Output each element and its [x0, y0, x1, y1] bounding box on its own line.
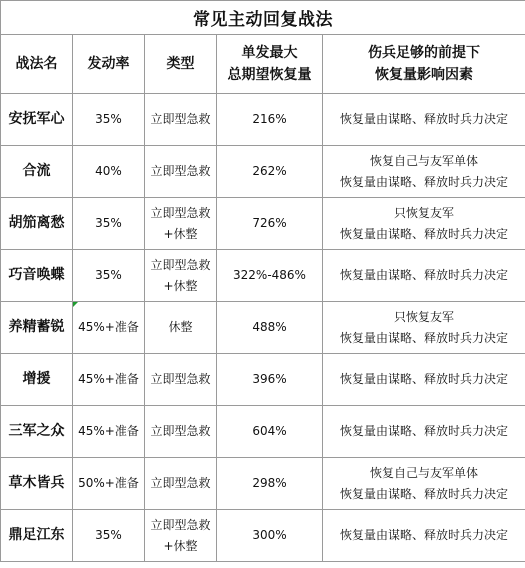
cell-type[interactable] — [145, 354, 217, 406]
type-line1: 立即型急救 — [150, 517, 211, 532]
rate-value: 50%+准备 — [78, 476, 139, 490]
cell-rate[interactable] — [73, 458, 145, 510]
cell-rate[interactable] — [73, 354, 145, 406]
rate-value: 40% — [95, 164, 122, 178]
type-line1: 立即型急救 — [150, 164, 211, 178]
cell-type[interactable] — [145, 250, 217, 302]
cell-tactic-name[interactable]: 胡笳离愁 — [1, 198, 73, 250]
cell-max-recovery[interactable]: 322%-486% — [217, 250, 323, 302]
cell-tactic-name[interactable]: 鼎足江东 — [1, 510, 73, 562]
note-line2: 恢复量由谋略、释放时兵力决定 — [340, 330, 509, 345]
header-note-line2: 恢复量影响因素 — [375, 67, 474, 83]
table-row — [1, 458, 525, 510]
rate-value: 45%+准备 — [78, 372, 139, 386]
cell-note[interactable] — [323, 198, 525, 250]
cell-max-recovery[interactable]: 604% — [217, 406, 323, 458]
note-line1: 只恢复友军 — [394, 205, 455, 220]
table-row — [1, 250, 525, 302]
table-body — [1, 94, 525, 562]
cell-tactic-name[interactable]: 安抚军心 — [1, 94, 73, 146]
type-line2: +休整 — [163, 226, 198, 241]
cell-max-recovery[interactable]: 488% — [217, 302, 323, 354]
type-line1: 立即型急救 — [150, 257, 211, 272]
header-max-recovery[interactable] — [217, 35, 323, 94]
type-line1: 立即型急救 — [150, 372, 211, 386]
header-note[interactable] — [323, 35, 525, 94]
table-row — [1, 302, 525, 354]
type-line1: 休整 — [168, 320, 193, 334]
cell-note[interactable] — [323, 302, 525, 354]
note-line2: 恢复量由谋略、释放时兵力决定 — [340, 486, 509, 501]
table-row — [1, 146, 525, 198]
type-line1: 立即型急救 — [150, 205, 211, 220]
cell-tactic-name[interactable]: 增援 — [1, 354, 73, 406]
cell-rate[interactable] — [73, 406, 145, 458]
header-type[interactable]: 类型 — [145, 35, 217, 94]
type-line1: 立即型急救 — [150, 112, 211, 126]
note-line1: 只恢复友军 — [394, 309, 455, 324]
cell-type[interactable] — [145, 94, 217, 146]
note-line1: 恢复量由谋略、释放时兵力决定 — [340, 424, 509, 438]
cell-type[interactable] — [145, 458, 217, 510]
cell-note[interactable] — [323, 354, 525, 406]
rate-value: 45%+准备 — [78, 424, 139, 438]
cell-rate[interactable] — [73, 250, 145, 302]
header-rate[interactable]: 发动率 — [73, 35, 145, 94]
cell-rate[interactable] — [73, 146, 145, 198]
cell-max-recovery[interactable]: 726% — [217, 198, 323, 250]
note-line1: 恢复量由谋略、释放时兵力决定 — [340, 528, 509, 542]
rate-value: 35% — [95, 268, 122, 282]
cell-type[interactable] — [145, 146, 217, 198]
note-line1: 恢复量由谋略、释放时兵力决定 — [340, 268, 509, 282]
table-row — [1, 354, 525, 406]
cell-tactic-name[interactable]: 养精蓄锐 — [1, 302, 73, 354]
header-name[interactable]: 战法名 — [1, 35, 73, 94]
cell-tactic-name[interactable]: 合流 — [1, 146, 73, 198]
header-note-line1: 伤兵足够的前提下 — [368, 45, 481, 61]
type-line1: 立即型急救 — [150, 476, 211, 490]
table-row — [1, 94, 525, 146]
cell-type[interactable] — [145, 302, 217, 354]
note-line1: 恢复量由谋略、释放时兵力决定 — [340, 372, 509, 386]
comment-marker-icon — [73, 302, 78, 307]
cell-note[interactable] — [323, 510, 525, 562]
cell-tactic-name[interactable]: 巧音唤蝶 — [1, 250, 73, 302]
note-line2: 恢复量由谋略、释放时兵力决定 — [340, 226, 509, 241]
cell-tactic-name[interactable]: 草木皆兵 — [1, 458, 73, 510]
table-row — [1, 510, 525, 562]
cell-rate[interactable] — [73, 94, 145, 146]
rate-value: 35% — [95, 216, 122, 230]
cell-note[interactable] — [323, 250, 525, 302]
table-row — [1, 406, 525, 458]
cell-rate[interactable] — [73, 198, 145, 250]
header-max-line2: 总期望恢复量 — [227, 67, 312, 83]
cell-tactic-name[interactable]: 三军之众 — [1, 406, 73, 458]
cell-type[interactable] — [145, 406, 217, 458]
cell-max-recovery[interactable]: 300% — [217, 510, 323, 562]
table-title[interactable]: 常见主动回复战法 — [1, 1, 525, 35]
cell-note[interactable] — [323, 146, 525, 198]
table-row — [1, 198, 525, 250]
cell-max-recovery[interactable]: 216% — [217, 94, 323, 146]
rate-value: 35% — [95, 528, 122, 542]
cell-type[interactable] — [145, 198, 217, 250]
cell-max-recovery[interactable]: 262% — [217, 146, 323, 198]
note-line1: 恢复自己与友军单体 — [370, 153, 479, 168]
cell-note[interactable] — [323, 94, 525, 146]
note-line2: 恢复量由谋略、释放时兵力决定 — [340, 174, 509, 189]
cell-max-recovery[interactable]: 396% — [217, 354, 323, 406]
type-line2: +休整 — [163, 278, 198, 293]
header-max-line1: 单发最大 — [241, 45, 298, 61]
type-line2: +休整 — [163, 538, 198, 553]
rate-value: 35% — [95, 112, 122, 126]
note-line1: 恢复自己与友军单体 — [370, 465, 479, 480]
cell-rate[interactable] — [73, 510, 145, 562]
note-line1: 恢复量由谋略、释放时兵力决定 — [340, 112, 509, 126]
type-line1: 立即型急救 — [150, 424, 211, 438]
cell-max-recovery[interactable]: 298% — [217, 458, 323, 510]
cell-type[interactable] — [145, 510, 217, 562]
cell-rate[interactable] — [73, 302, 145, 354]
cell-note[interactable] — [323, 406, 525, 458]
rate-value: 45%+准备 — [78, 320, 139, 334]
cell-note[interactable] — [323, 458, 525, 510]
